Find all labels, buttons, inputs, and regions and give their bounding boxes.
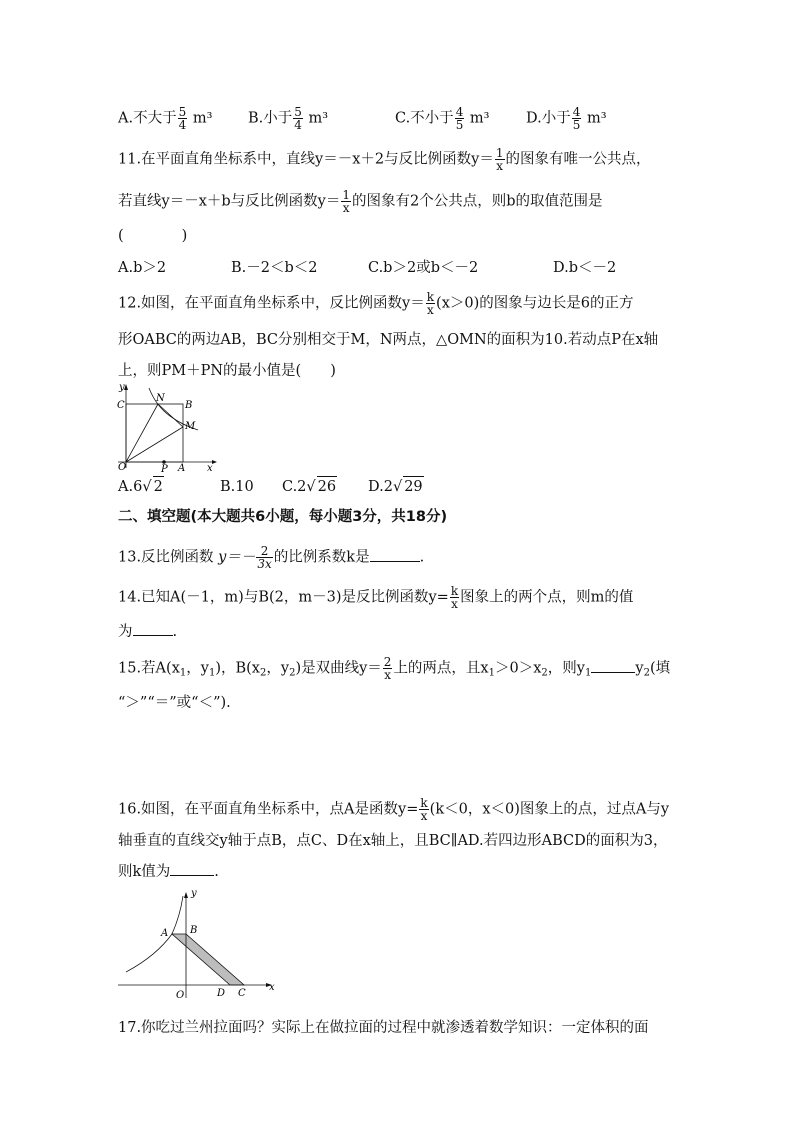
q12-option-c: C.2√ 26 (282, 476, 368, 497)
q16-blank[interactable] (170, 861, 214, 876)
q10-option-b: B.小于 $\frac{5}{4}$ m³ (248, 105, 329, 132)
q16-line2: 轴垂直的直线交y轴于点B，点C、D在x轴上，且BC∥AD.若四边形ABCD的面积为3， (118, 833, 668, 849)
q12-label-y: y (119, 382, 125, 393)
q12-option-d: D.2√ 29 (368, 476, 424, 497)
q16-line1: 16.如图，在平面直角坐标系中，点A是函数y= $\frac{k}{x}$ (k＜0，x＜0)图象上的点，过点A与y (118, 796, 670, 823)
q11-option-c: C.b＞2或b＜－2 (368, 260, 479, 276)
q10-option-a: A.不大于 $\frac{5}{4}$ m³ (118, 105, 213, 132)
q16-label-b: B (190, 925, 198, 936)
q16-label-a: A (161, 928, 169, 939)
q12-line2: 形OABC的两边AB，BC分别相交于M，N两点，△OMN的面积为10.若动点P在x轴 (118, 332, 659, 348)
q16-label-o: O (176, 990, 185, 1001)
q15-blank[interactable] (591, 658, 635, 673)
q13: 13.反比例函数 y＝－ $\frac{2}{3x}$ 的比例系数k是 . (118, 544, 425, 571)
q12-option-a: A.6√ 2 (118, 476, 220, 497)
q12-options (118, 476, 424, 497)
q12-label-c: C (117, 400, 125, 411)
q10-options (118, 106, 607, 131)
q12-label-x: x (207, 463, 213, 472)
q17-line1: 17.你吃过兰州拉面吗？实际上在做拉面的过程中就渗透着数学知识：一定体积的面 (118, 1020, 649, 1036)
q12-label-p: P (161, 464, 168, 472)
section-fill-in-title: 二、填空题(本大题共6小题，每小题3分，共18分) (118, 509, 448, 525)
q12-label-b: B (185, 400, 193, 411)
q11-line2: 若直线y＝－x＋b与反比例函数y＝ $\frac{1}{x}$ 的图象有2个公共点，则b的取值范围是 (118, 188, 603, 215)
q16-figure (116, 886, 280, 1002)
q14-line2: 为 . (118, 621, 177, 642)
q13-blank[interactable] (370, 547, 420, 562)
q12-line1: 12.如图，在平面直角坐标系中，反比例函数y＝ $\frac{k}{x}$ (x＞0)的图象与边长是6的正方 (118, 290, 634, 317)
q15-line1: 15.若$A(x_1$，$y_1$)，$B(x_2$，$y_2$)是双曲线y＝ $\frac{2}{x}$ 上的两点，且$x_1>0>x_2$，则$y_1$ $y_2$(填 (118, 655, 671, 682)
q15-line2: “＞”“＝”或“＜”). (118, 695, 231, 711)
q14-line1: 14.已知A(－1，m)与B(2，m－3)是反比例函数y= $\frac{k}{x}$ 图象上的两个点，则m的值 (118, 584, 634, 611)
q12-square-oabc (126, 404, 183, 462)
q16-label-c: C (238, 988, 246, 999)
q12-label-a: A (178, 463, 186, 472)
q11-option-a: A.b＞2 (118, 260, 167, 276)
q12-label-o: O (118, 462, 127, 472)
q16-label-d: D (217, 988, 226, 999)
q12-option-b: B.10 (220, 479, 254, 495)
q11-option-d: D.b＜－2 (553, 260, 617, 276)
q10-option-d: D.小于 $\frac{4}{5}$ m³ (526, 105, 607, 132)
q11-options (118, 258, 616, 278)
q11-line1: 11.在平面直角坐标系中，直线y＝－x＋2与反比例函数y＝ $\frac{1}{x}$ 的图象有唯一公共点， (118, 146, 651, 173)
q16-quad-abcd-shaded (172, 934, 244, 985)
q12-figure (112, 380, 222, 472)
q12-label-n: N (156, 393, 165, 404)
q12-line3: 上，则PM＋PN的最小值是( ) (118, 363, 336, 379)
q16-label-x: x (269, 982, 275, 993)
q16-line3: 则k值为 . (118, 861, 219, 882)
q11-option-b: B.－2＜b＜2 (231, 260, 318, 276)
q12-label-m: M (185, 421, 196, 432)
q14-blank[interactable] (133, 621, 173, 636)
q16-label-y: y (191, 888, 197, 899)
q11-answer-paren: ( ) (118, 228, 188, 244)
q10-option-c: C.不小于 $\frac{4}{5}$ m³ (395, 105, 490, 132)
